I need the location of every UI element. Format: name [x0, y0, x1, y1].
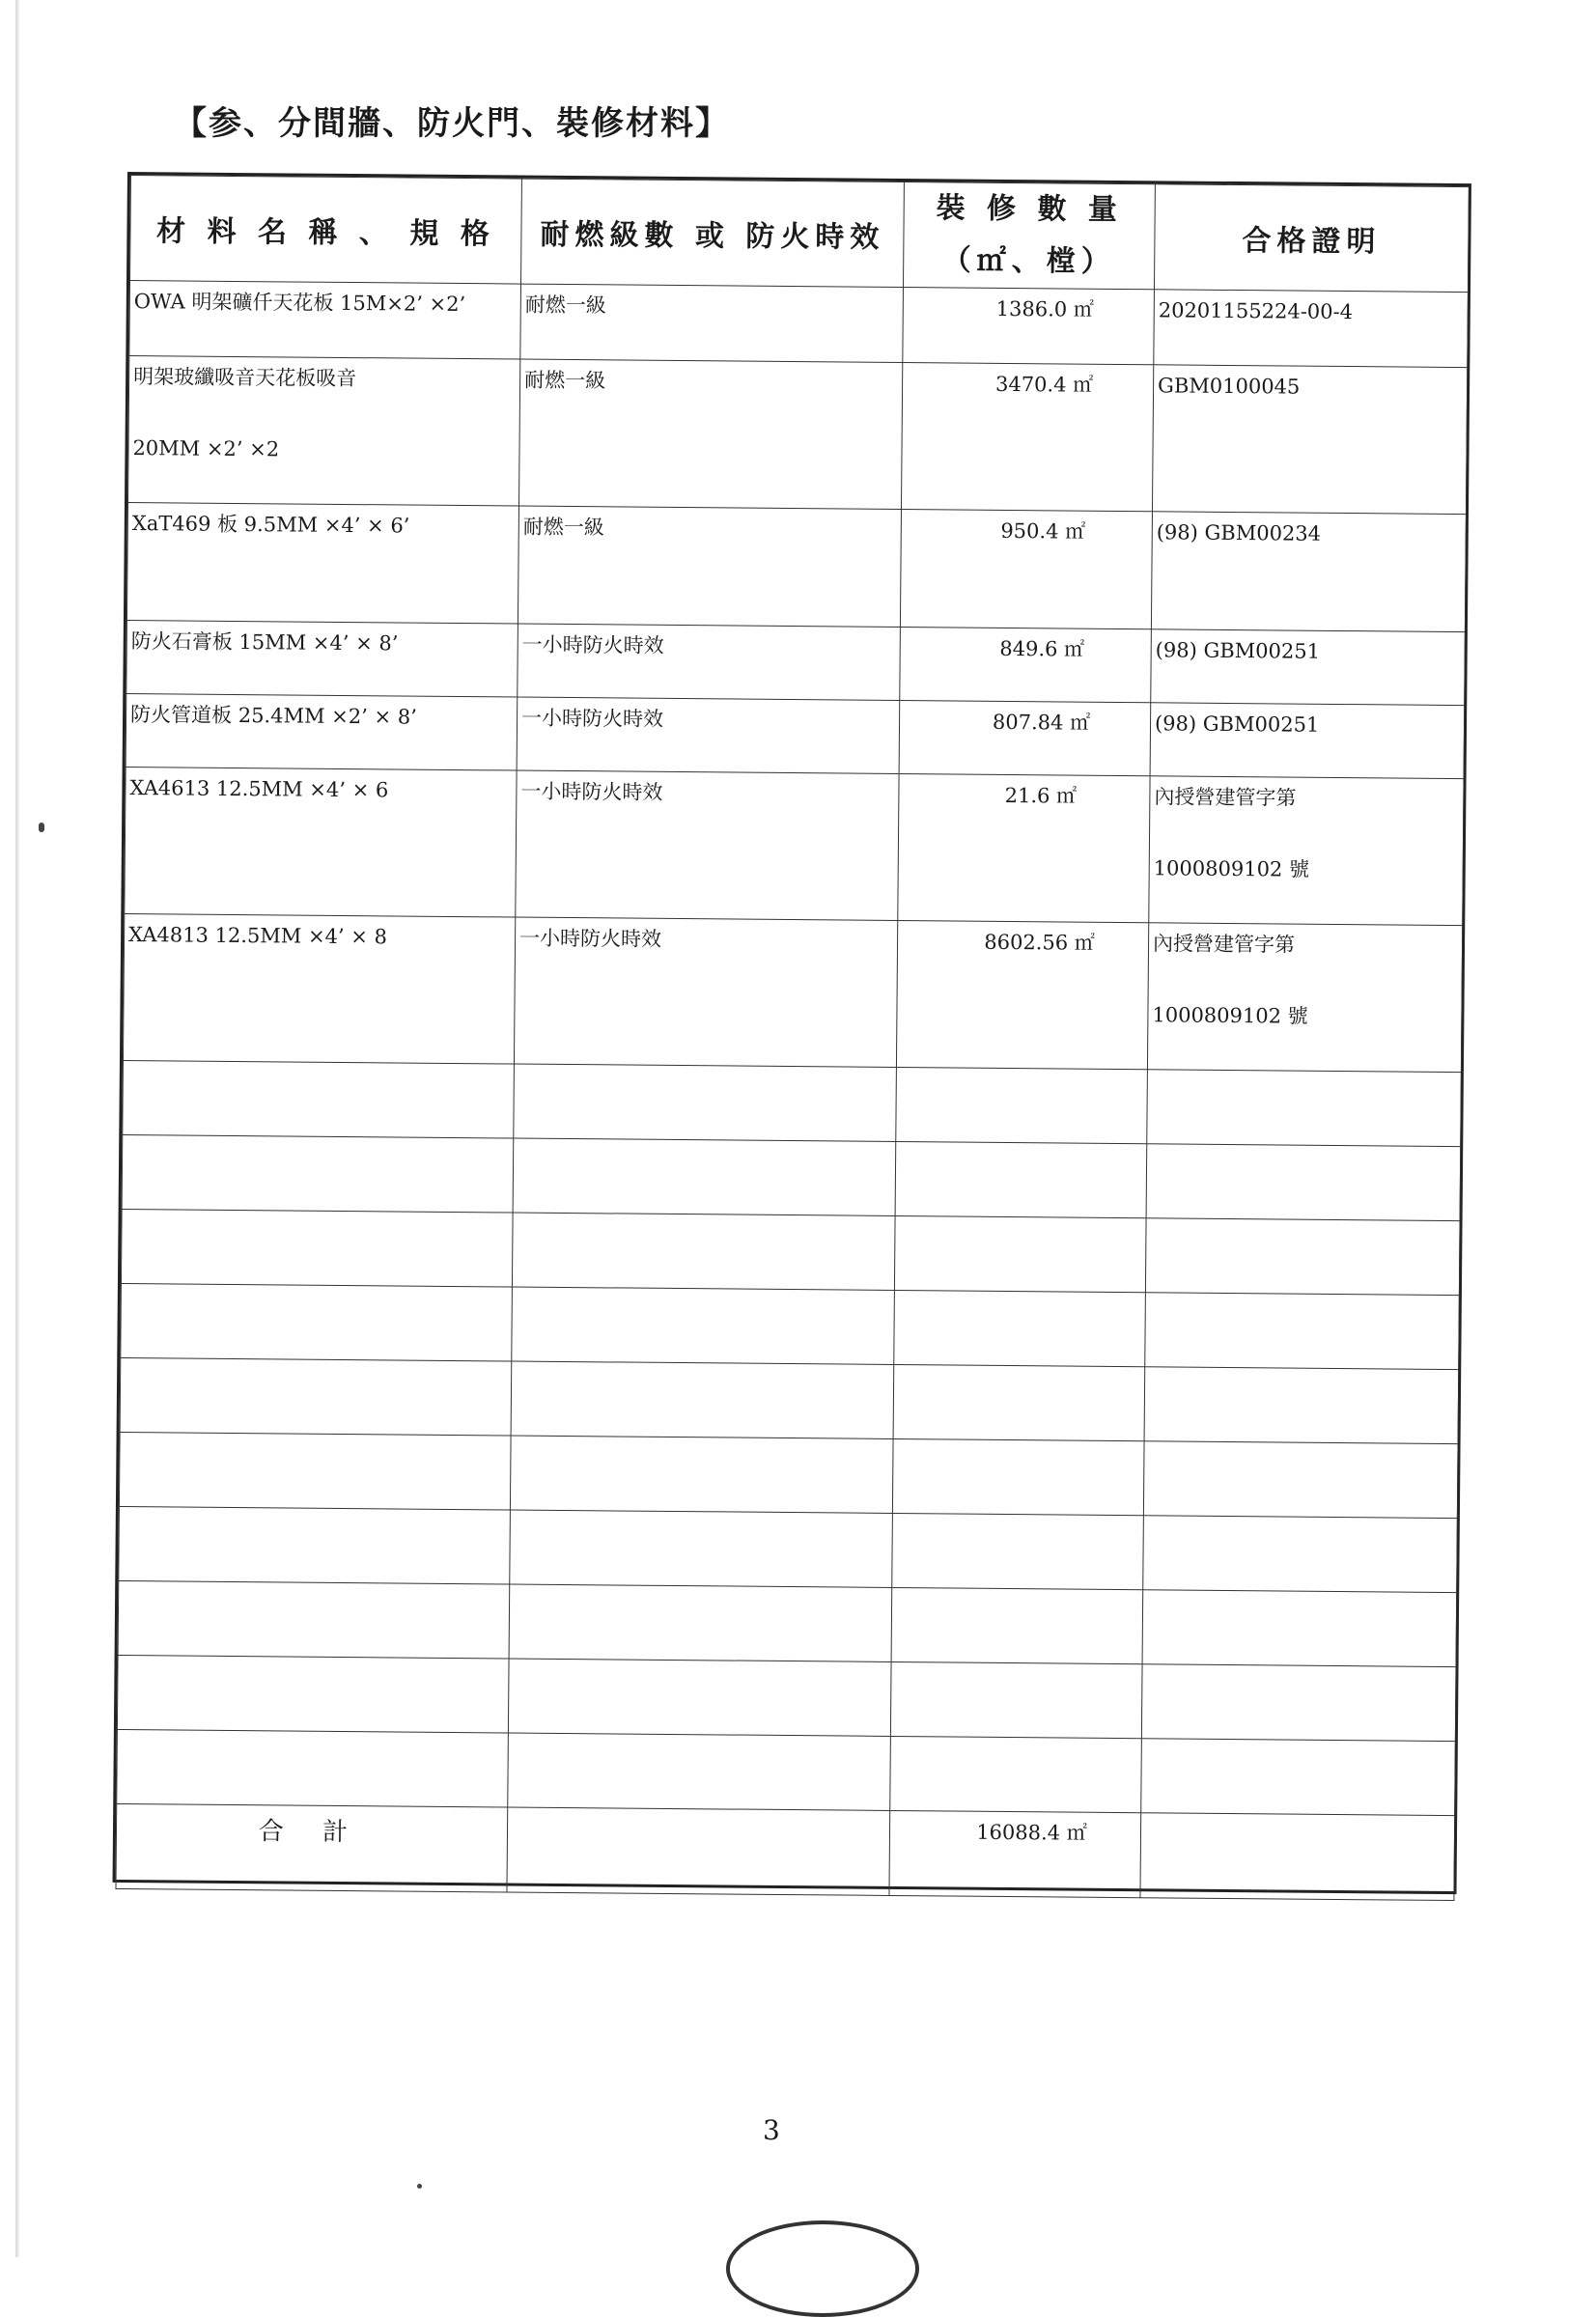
table-row-empty — [121, 1283, 1460, 1369]
cell-material-name: 明架玻纖吸音天花板吸音 20MM ×2’ ×2 — [132, 365, 357, 461]
cell-quantity: 3470.4 ㎡ — [994, 372, 1094, 397]
scan-speck — [417, 2184, 422, 2189]
header-quantity: 裝 修 數 量 （㎡、樘） — [903, 182, 1155, 290]
header-material-name: 材 料 名 稱 、 規 格 — [130, 176, 522, 285]
scan-edge — [15, 0, 19, 2257]
total-quantity: 16088.4 ㎡ — [976, 1820, 1087, 1845]
total-label: 合 計 — [258, 1817, 364, 1848]
table-row-empty — [119, 1506, 1458, 1592]
page-number: 3 — [763, 2114, 780, 2146]
cell-material-name: 防火管道板 25.4MM ×2’ × 8’ — [129, 703, 417, 729]
materials-table-frame — [113, 172, 1471, 1894]
cell-fire-rating: 耐燃一級 — [524, 368, 606, 393]
table-row-empty — [120, 1357, 1459, 1443]
cell-material-name: 防火石膏板 15MM ×4’ × 8’ — [130, 629, 399, 656]
cell-certificate: 內授營建管字第 1000809102 號 — [1152, 932, 1308, 1028]
header-fire-rating: 耐燃級數 或 防火時效 — [521, 179, 905, 287]
cell-fire-rating: 耐燃一級 — [522, 515, 604, 540]
table-row-empty — [121, 1209, 1460, 1295]
cell-quantity: 1386.0 ㎡ — [995, 296, 1094, 321]
stamp-seal-partial — [726, 2220, 919, 2317]
cell-certificate: GBM0100045 — [1158, 374, 1301, 399]
table-row-empty — [119, 1432, 1458, 1518]
table-total-row — [116, 1803, 1455, 1900]
cell-certificate: 20201155224-00-4 — [1158, 298, 1354, 324]
cell-fire-rating: 一小時防火時效 — [520, 779, 663, 804]
table-row — [123, 914, 1462, 1073]
cell-quantity: 950.4 ㎡ — [1000, 518, 1086, 544]
cell-quantity: 807.84 ㎡ — [992, 710, 1091, 735]
cell-fire-rating: 一小時防火時效 — [520, 706, 664, 731]
cell-certificate: (98) GBM00251 — [1155, 638, 1321, 663]
cell-material-name: XA4813 12.5MM ×4’ × 8 — [128, 923, 388, 949]
cell-fire-rating: 耐燃一級 — [524, 293, 606, 318]
cell-quantity: 849.6 ㎡ — [999, 636, 1085, 661]
cell-fire-rating: 一小時防火時效 — [518, 926, 662, 951]
cell-certificate: (98) GBM00234 — [1156, 520, 1322, 545]
cell-quantity: 8602.56 ㎡ — [984, 930, 1095, 955]
materials-table — [115, 175, 1469, 1901]
cell-fire-rating: 一小時防火時效 — [521, 632, 664, 657]
cell-certificate: 內授營建管字第 1000809102 號 — [1153, 785, 1310, 881]
table-row-empty — [123, 1060, 1462, 1146]
cell-material-name: XaT469 板 9.5MM ×4’ × 6’ — [131, 512, 410, 538]
cell-quantity: 21.6 ㎡ — [1004, 783, 1078, 808]
document-title: 【参、分間牆、防火門、裝修材料】 — [174, 104, 730, 143]
cell-material-name: OWA 明架礦仟天花板 15M×2’ ×2’ — [133, 290, 466, 317]
scan-speck — [39, 823, 44, 832]
table-row-empty — [122, 1134, 1461, 1220]
table-row-empty — [118, 1580, 1457, 1666]
cell-material-name: XA4613 12.5MM ×4’ × 6 — [129, 776, 389, 802]
header-certificate: 合格證明 — [1154, 184, 1469, 293]
cell-certificate: (98) GBM00251 — [1154, 712, 1320, 737]
table-row-empty — [117, 1655, 1456, 1741]
